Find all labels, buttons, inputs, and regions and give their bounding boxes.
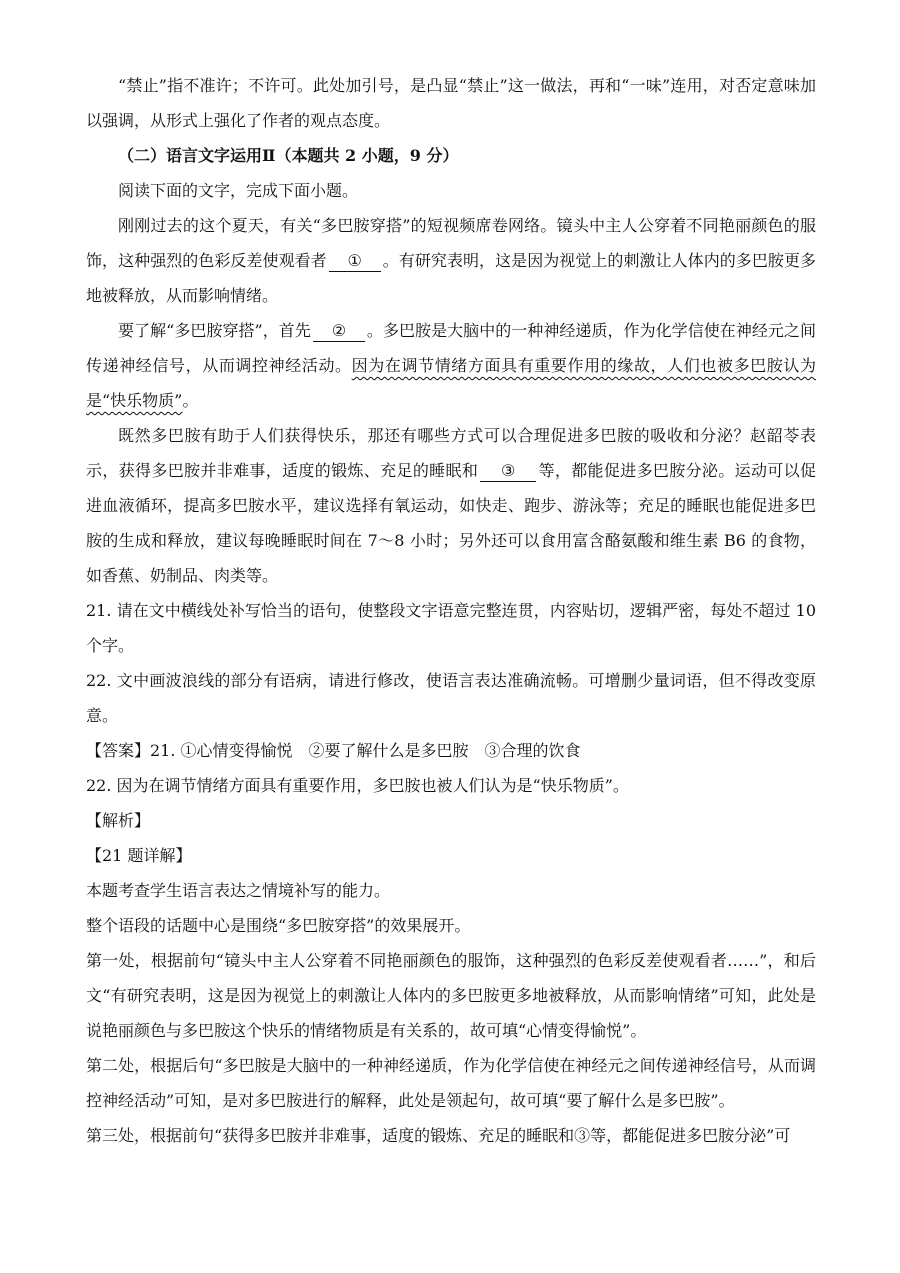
passage-text: 既然多巴胺有助于人们获得快乐，那还有哪些方式可以合理促进多巴胺的吸收和分泌？赵韶苓表示，获得多巴胺并非难事，适度的锻炼、充足的睡眠和 — [86, 426, 816, 480]
intro-paragraph: “禁止”指不准许；不许可。此处加引号，是凸显“禁止”这一做法，再和“一味”连用，对否定意味加以强调，从形式上强化了作者的观点态度。 — [86, 76, 816, 130]
answer-21: 【答案】21. ①心情变得愉悦 ②要了解什么是多巴胺 ③合理的饮食 — [86, 741, 581, 760]
passage-paragraph-2 — [86, 313, 816, 418]
analysis-line: 本题考查学生语言表达之情境补写的能力。 — [86, 881, 391, 900]
analysis-line: 第三处，根据前句“获得多巴胺并非难事，适度的锻炼、充足的睡眠和③等，都能促进多巴胺分泌”可 — [86, 1126, 791, 1145]
passage-text: 。多巴胺是大脑中的一种神经递质，作为化学信使在神经元之间传递神经信号，从而调控神经活动。 — [86, 321, 816, 375]
wavy-underlined-sentence: 因为在调节情绪方面具有重要作用的缘故，人们也被多巴胺认为是“快乐物质” — [86, 356, 816, 410]
analysis-line: 第二处，根据后句“多巴胺是大脑中的一种神经递质，作为化学信使在神经元之间传递神经信号，从而调控神经活动”可知，是对多巴胺进行的解释，此处是领起句，故可填“要了解什么是多巴胺”。 — [86, 1056, 816, 1110]
analysis-label: 【解析】 — [86, 811, 151, 830]
blank-3: ③ — [480, 461, 536, 482]
passage-text: 等，都能促进多巴胺分泌。运动可以促进血液循环，提高多巴胺水平，建议选择有氧运动，如快走、跑步、游泳等；充足的睡眠也能促进多巴胺的生成和释放，建议每晚睡眠时间在 7～8 小时；另外还可以食用富含酪氨酸和维生素 B6 的食物，如香蕉、奶制品、肉类等。 — [86, 461, 816, 585]
blank-2: ② — [313, 321, 365, 342]
question-21: 21. 请在文中横线处补写恰当的语句，使整段文字语意完整连贯，内容贴切，逻辑严密，每处不超过 10 个字。 — [86, 601, 816, 655]
passage-paragraph-3 — [86, 418, 816, 593]
passage-text: 要了解“多巴胺穿搭”，首先 — [118, 321, 311, 340]
document-page — [86, 68, 816, 1153]
blank-1: ① — [329, 251, 381, 272]
analysis-line: 第一处，根据前句“镜头中主人公穿着不同艳丽颜色的服饰，这种强烈的色彩反差使观看者……”，和后文“有研究表明，这是因为视觉上的刺激让人体内的多巴胺更多地被释放，从而影响情绪”可知，此处是说艳丽颜色与多巴胺这个快乐的情绪物质是有关系的，故可填“心情变得愉悦”。 — [86, 951, 816, 1040]
passage-paragraph-1 — [86, 208, 816, 313]
passage-text: 。有研究表明，这是因为视觉上的刺激让人体内的多巴胺更多地被释放，从而影响情绪。 — [86, 251, 816, 305]
answer-22: 22. 因为在调节情绪方面具有重要作用，多巴胺也被人们认为是“快乐物质”。 — [86, 776, 629, 795]
passage-text: 刚刚过去的这个夏天，有关“多巴胺穿搭”的短视频席卷网络。镜头中主人公穿着不同艳丽颜色的服饰，这种强烈的色彩反差使观看者 — [86, 216, 816, 270]
section-heading: （二）语言文字运用Ⅱ（本题共 2 小题，9 分） — [118, 146, 459, 165]
question-22: 22. 文中画波浪线的部分有语病，请进行修改，使语言表达准确流畅。可增删少量词语，但不得改变原意。 — [86, 671, 816, 725]
passage-text: 。 — [182, 391, 199, 410]
section-instruction: 阅读下面的文字，完成下面小题。 — [118, 181, 359, 200]
analysis-subheading-21: 【21 题详解】 — [86, 846, 192, 865]
analysis-line: 整个语段的话题中心是围绕“多巴胺穿搭”的效果展开。 — [86, 916, 471, 935]
